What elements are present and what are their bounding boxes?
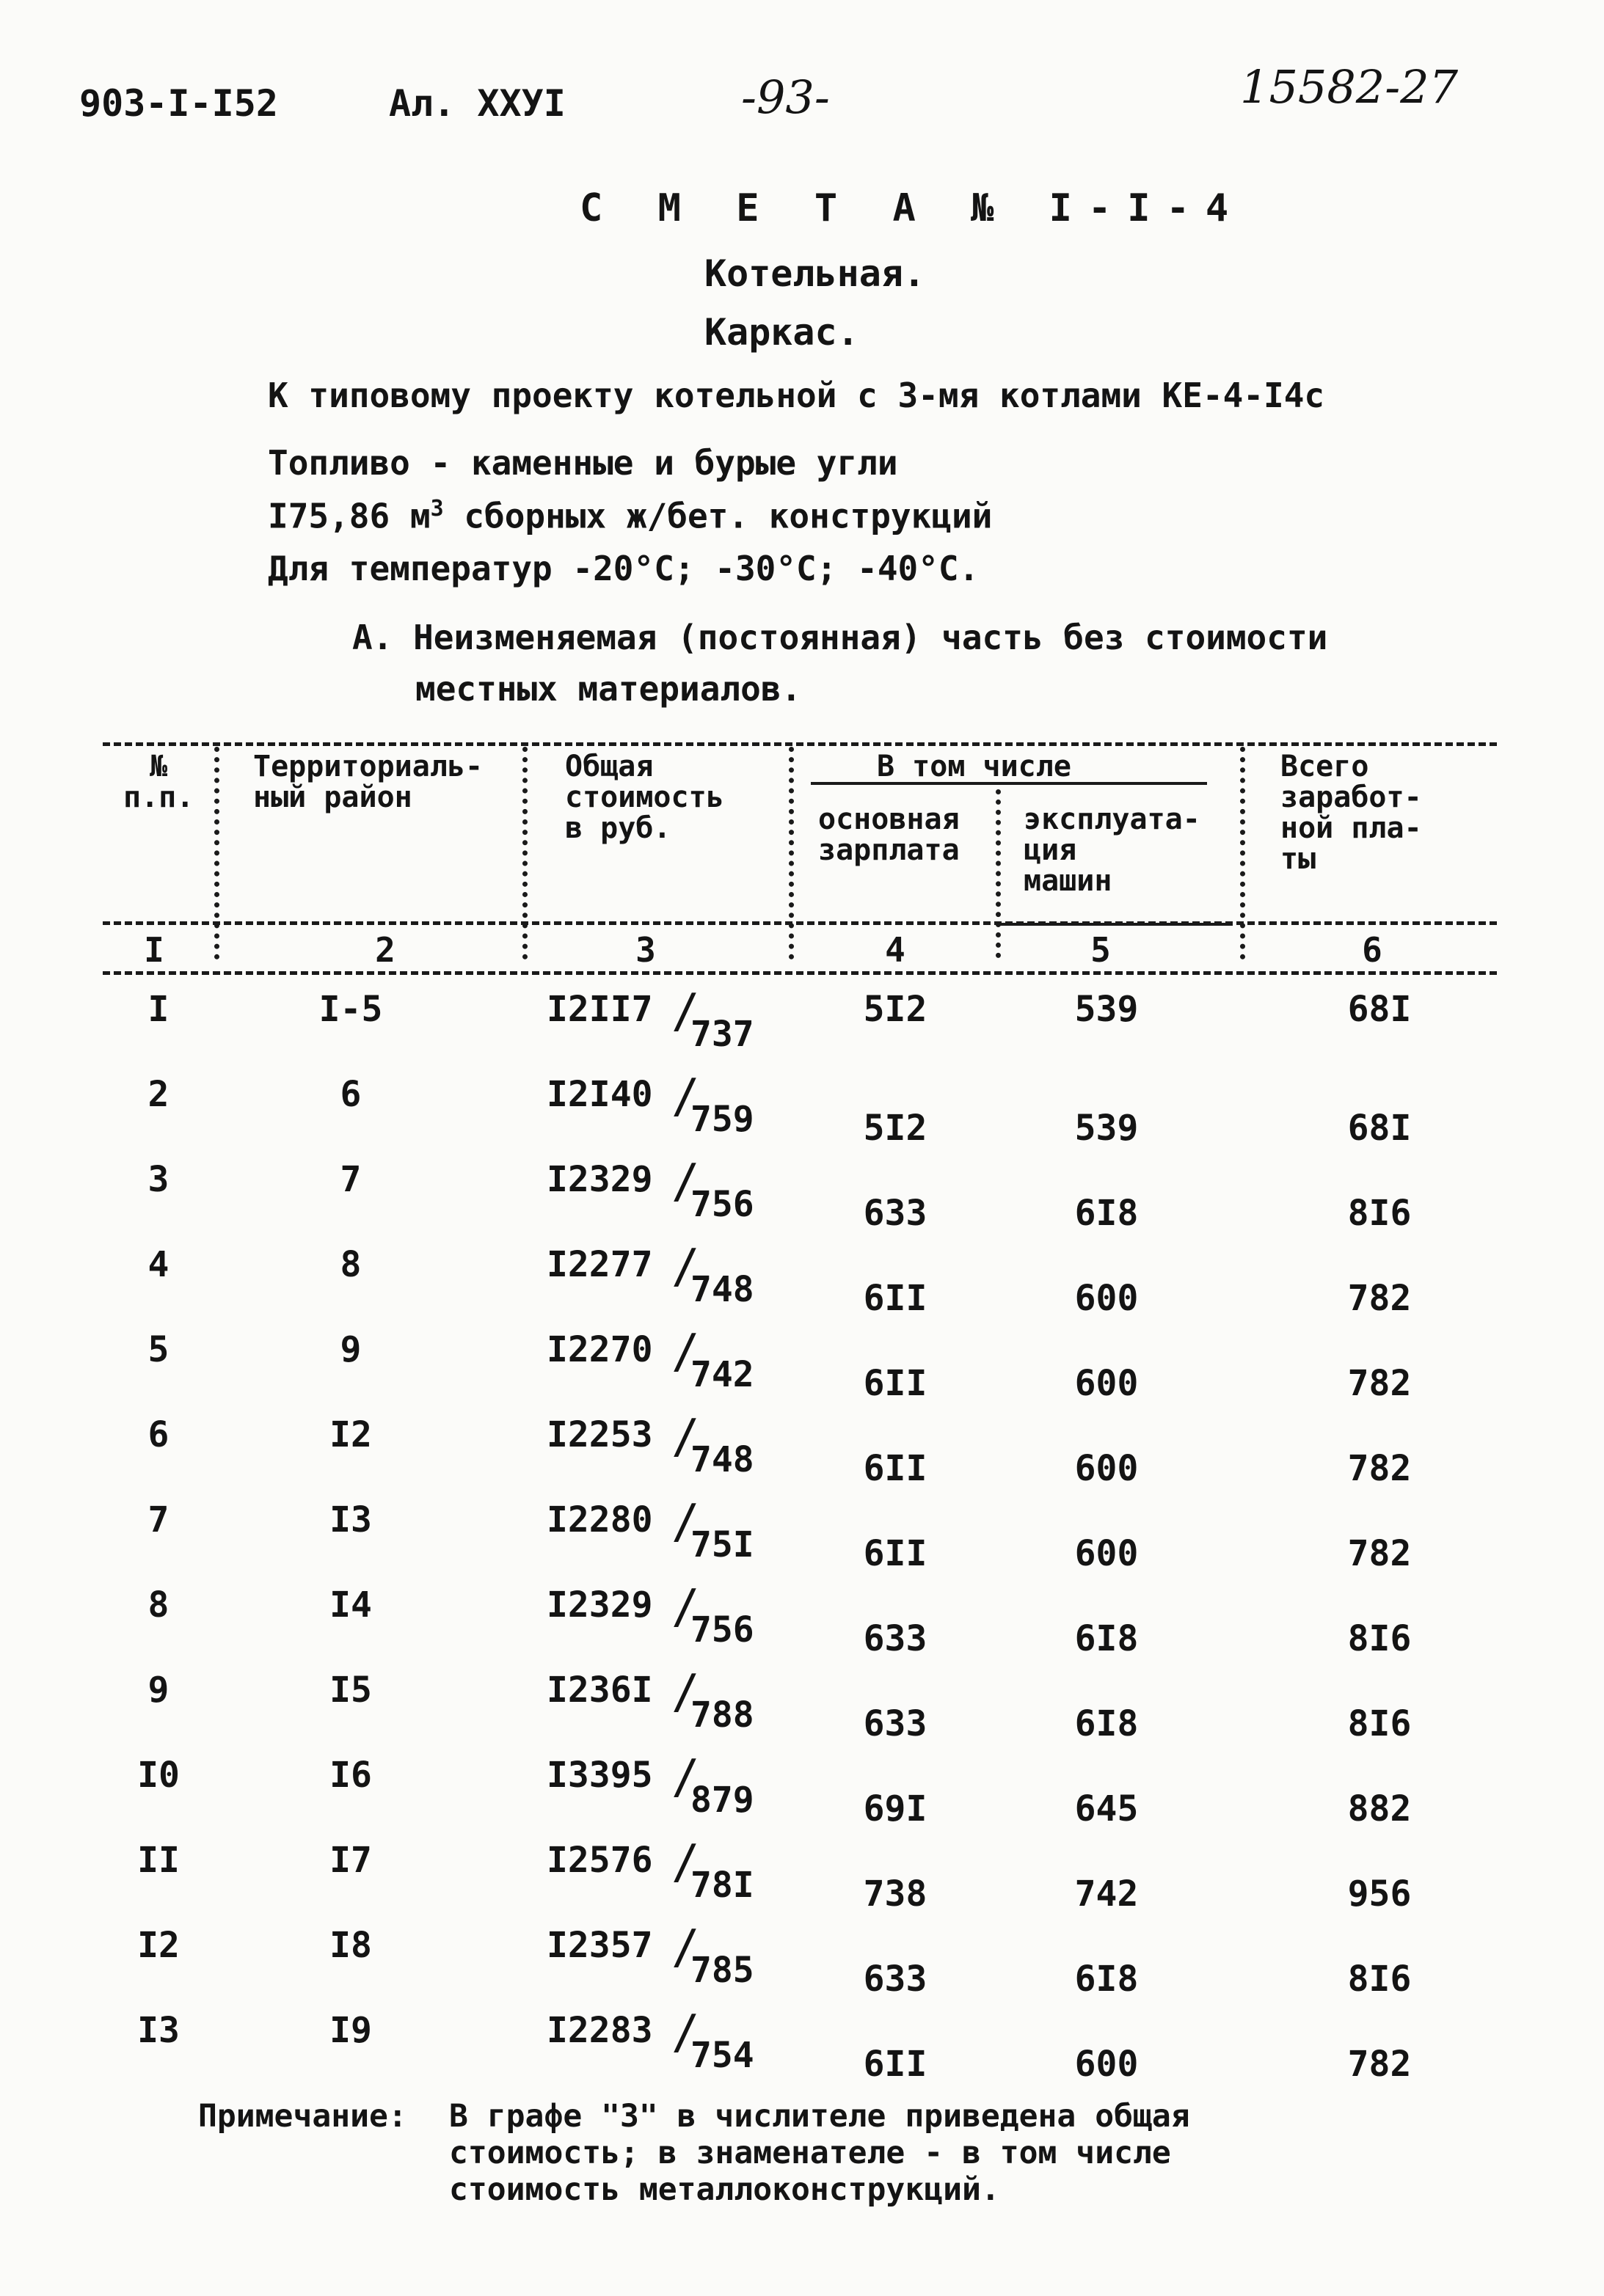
total-cost-value: I236I (547, 1670, 653, 1711)
total-cost-value: I2329 (547, 1159, 653, 1200)
row-number: I0 (137, 1755, 180, 1796)
header-including: В том числе (877, 750, 1071, 783)
machine-operation-value: 6I8 (1074, 1193, 1139, 1234)
col-number-6: 6 (1362, 930, 1382, 970)
total-wages-value: 956 (1347, 1873, 1412, 1915)
base-salary-value: 5I2 (863, 989, 927, 1030)
total-wages-value: 782 (1347, 1448, 1412, 1489)
row-number: 7 (147, 1499, 169, 1540)
machine-operation-value: 600 (1074, 1363, 1139, 1404)
base-salary-value: 6II (863, 1278, 927, 1319)
header-total-wages: Всего заработ- ной пла- ты (1280, 750, 1422, 876)
row-district: I4 (329, 1584, 372, 1626)
row-number: II (137, 1840, 180, 1881)
total-cost-value: I2253 (547, 1414, 653, 1455)
column-numbers-rule (103, 971, 1497, 975)
metal-structures-cost: 748 (690, 1439, 754, 1480)
base-salary-value: 6II (863, 1448, 927, 1489)
subtitle-boiler-house: Котельная. (704, 252, 926, 295)
row-number: 5 (147, 1329, 169, 1370)
col-number-2: 2 (375, 930, 395, 970)
total-cost-fraction (547, 1835, 754, 1906)
col-divider-5 (1240, 747, 1245, 959)
section-a-line2: местных материалов. (415, 669, 802, 709)
metal-structures-cost: 788 (690, 1694, 754, 1736)
machine-operation-value: 645 (1074, 1788, 1139, 1829)
row-district: 7 (340, 1159, 362, 1200)
fraction-slash: / (671, 984, 700, 1039)
row-number: 9 (147, 1670, 169, 1711)
col-divider-3 (789, 747, 794, 959)
note-line3: стоимость металлоконструкций. (449, 2171, 1000, 2208)
fraction-slash: / (671, 1920, 700, 1975)
machine-operation-value: 600 (1074, 1448, 1139, 1489)
col-number-4: 4 (885, 930, 905, 970)
fraction-slash: / (671, 1750, 700, 1805)
total-wages-value: 68I (1347, 989, 1412, 1030)
row-number: I (147, 989, 169, 1030)
document-title: С М Е Т А № I-I-4 (580, 186, 1245, 230)
total-cost-fraction (547, 1580, 754, 1650)
total-cost-fraction (547, 984, 754, 1055)
note-label: Примечание: (198, 2098, 407, 2135)
row-number: I2 (137, 1925, 180, 1966)
row-district: I7 (329, 1840, 372, 1881)
total-wages-value: 8I6 (1347, 1193, 1412, 1234)
fuel-line: Топливо - каменные и бурые угли (268, 443, 898, 483)
machine-operation-value: 6I8 (1074, 1959, 1139, 2000)
metal-structures-cost: 748 (690, 1269, 754, 1310)
row-district: I6 (329, 1755, 372, 1796)
col-number-5: 5 (1090, 930, 1111, 970)
base-salary-value: 633 (863, 1959, 927, 2000)
metal-structures-cost: 78I (690, 1865, 754, 1906)
row-district: I-5 (318, 989, 383, 1030)
header-top-rule (103, 742, 1497, 746)
total-cost-value: I2277 (547, 1244, 653, 1285)
row-district: 6 (340, 1074, 362, 1115)
metal-structures-cost: 785 (690, 1950, 754, 1991)
note-line1: В графе "3" в числителе приведена общая (449, 2098, 1190, 2135)
total-cost-fraction (547, 1155, 754, 1225)
header-bottom-rule (103, 921, 1497, 925)
metal-structures-cost: 742 (690, 1354, 754, 1395)
fraction-slash: / (671, 2006, 700, 2060)
base-salary-value: 69I (863, 1788, 927, 1829)
row-number: 2 (147, 1074, 169, 1115)
total-cost-fraction (547, 1240, 754, 1310)
total-wages-value: 882 (1347, 1788, 1412, 1829)
volume-description: сборных ж/бет. конструкций (443, 496, 993, 536)
base-salary-value: 5I2 (863, 1108, 927, 1149)
col-number-3: 3 (635, 930, 656, 970)
total-wages-value: 8I6 (1347, 1959, 1412, 2000)
total-wages-value: 782 (1347, 1363, 1412, 1404)
header-base-salary: основная зарплата (818, 802, 960, 867)
total-cost-value: I3395 (547, 1755, 653, 1796)
row-district: 9 (340, 1329, 362, 1370)
total-cost-fraction (547, 1070, 754, 1140)
row-number: 3 (147, 1159, 169, 1200)
machine-operation-value: 6I8 (1074, 1703, 1139, 1744)
base-salary-value: 738 (863, 1873, 927, 1915)
fraction-slash: / (671, 1495, 700, 1549)
temperatures-line: Для температур -20°С; -30°С; -40°С. (268, 549, 980, 588)
metal-structures-cost: 879 (690, 1780, 754, 1821)
fraction-slash: / (671, 1410, 700, 1464)
machine-operation-value: 742 (1074, 1873, 1139, 1915)
machine-operation-value: 600 (1074, 1278, 1139, 1319)
document-code: 903-I-I52 (79, 82, 278, 125)
base-salary-value: 633 (863, 1618, 927, 1659)
total-wages-value: 782 (1347, 1533, 1412, 1574)
note-line2: стоимость; в знаменателе - в том числе (449, 2135, 1171, 2171)
total-wages-value: 782 (1347, 1278, 1412, 1319)
page-number: -93- (741, 70, 830, 124)
total-cost-value: I2329 (547, 1584, 653, 1626)
row-number: 6 (147, 1414, 169, 1455)
machine-operation-value: 600 (1074, 2044, 1139, 2085)
base-salary-value: 633 (863, 1703, 927, 1744)
row-number: 8 (147, 1584, 169, 1626)
volume-value: I75,86 м (268, 496, 431, 536)
col-divider-1 (214, 747, 219, 959)
machine-operation-value: 539 (1074, 989, 1139, 1030)
subgroup-underline (998, 923, 1233, 926)
total-cost-value: I2283 (547, 2010, 653, 2051)
total-wages-value: 8I6 (1347, 1703, 1412, 1744)
metal-structures-cost: 756 (690, 1609, 754, 1650)
total-cost-fraction (547, 1410, 754, 1480)
total-cost-fraction (547, 1750, 754, 1821)
total-wages-value: 68I (1347, 1108, 1412, 1149)
total-wages-value: 782 (1347, 2044, 1412, 2085)
row-district: I9 (329, 2010, 372, 2051)
volume-unit-power: 3 (430, 496, 444, 522)
row-district: I8 (329, 1925, 372, 1966)
header-machine-operation: эксплуата- ция машин (1024, 802, 1200, 898)
machine-operation-value: 600 (1074, 1533, 1139, 1574)
fraction-slash: / (671, 1070, 700, 1124)
fraction-slash: / (671, 1325, 700, 1379)
metal-structures-cost: 759 (690, 1099, 754, 1140)
total-cost-value: I2II7 (547, 989, 653, 1030)
total-cost-fraction (547, 1495, 754, 1565)
col-number-1: I (144, 930, 164, 970)
machine-operation-value: 539 (1074, 1108, 1139, 1149)
row-district: I2 (329, 1414, 372, 1455)
base-salary-value: 633 (863, 1193, 927, 1234)
total-cost-fraction (547, 1920, 754, 1991)
row-district: I5 (329, 1670, 372, 1711)
col-divider-2 (522, 747, 528, 959)
total-cost-value: I2357 (547, 1925, 653, 1966)
base-salary-value: 6II (863, 1533, 927, 1574)
total-cost-fraction (547, 1325, 754, 1395)
fraction-slash: / (671, 1665, 700, 1719)
metal-structures-cost: 75I (690, 1524, 754, 1565)
base-salary-value: 6II (863, 2044, 927, 2085)
fraction-slash: / (671, 1155, 700, 1209)
metal-structures-cost: 756 (690, 1184, 754, 1225)
row-number: 4 (147, 1244, 169, 1285)
section-a-line1: А. Неизменяемая (постоянная) часть без стоимости (352, 618, 1328, 657)
album-number: Ал. XXУI (389, 82, 566, 125)
header-total-cost: Общая стоимость в руб. (565, 750, 724, 845)
document-number: 15582-27 (1240, 60, 1459, 114)
total-cost-value: I2270 (547, 1329, 653, 1370)
header-district: Территориаль- ный район (253, 750, 484, 814)
row-district: 8 (340, 1244, 362, 1285)
metal-structures-cost: 737 (690, 1014, 754, 1055)
total-wages-value: 8I6 (1347, 1618, 1412, 1659)
subtitle-frame: Каркас. (704, 311, 859, 354)
fraction-slash: / (671, 1835, 700, 1890)
total-cost-fraction (547, 2006, 754, 2076)
row-number: I3 (137, 2010, 180, 2051)
fraction-slash: / (671, 1240, 700, 1294)
col-divider-4 (996, 789, 1001, 958)
total-cost-fraction (547, 1665, 754, 1736)
total-cost-value: I2I40 (547, 1074, 653, 1115)
total-cost-value: I2576 (547, 1840, 653, 1881)
volume-line (268, 496, 992, 535)
machine-operation-value: 6I8 (1074, 1618, 1139, 1659)
project-line: К типовому проекту котельной с 3-мя котлами КЕ-4-I4с (268, 376, 1325, 415)
header-number: № п.п. (123, 750, 194, 814)
total-cost-value: I2280 (547, 1499, 653, 1540)
base-salary-value: 6II (863, 1363, 927, 1404)
fraction-slash: / (671, 1580, 700, 1634)
row-district: I3 (329, 1499, 372, 1540)
metal-structures-cost: 754 (690, 2035, 754, 2076)
